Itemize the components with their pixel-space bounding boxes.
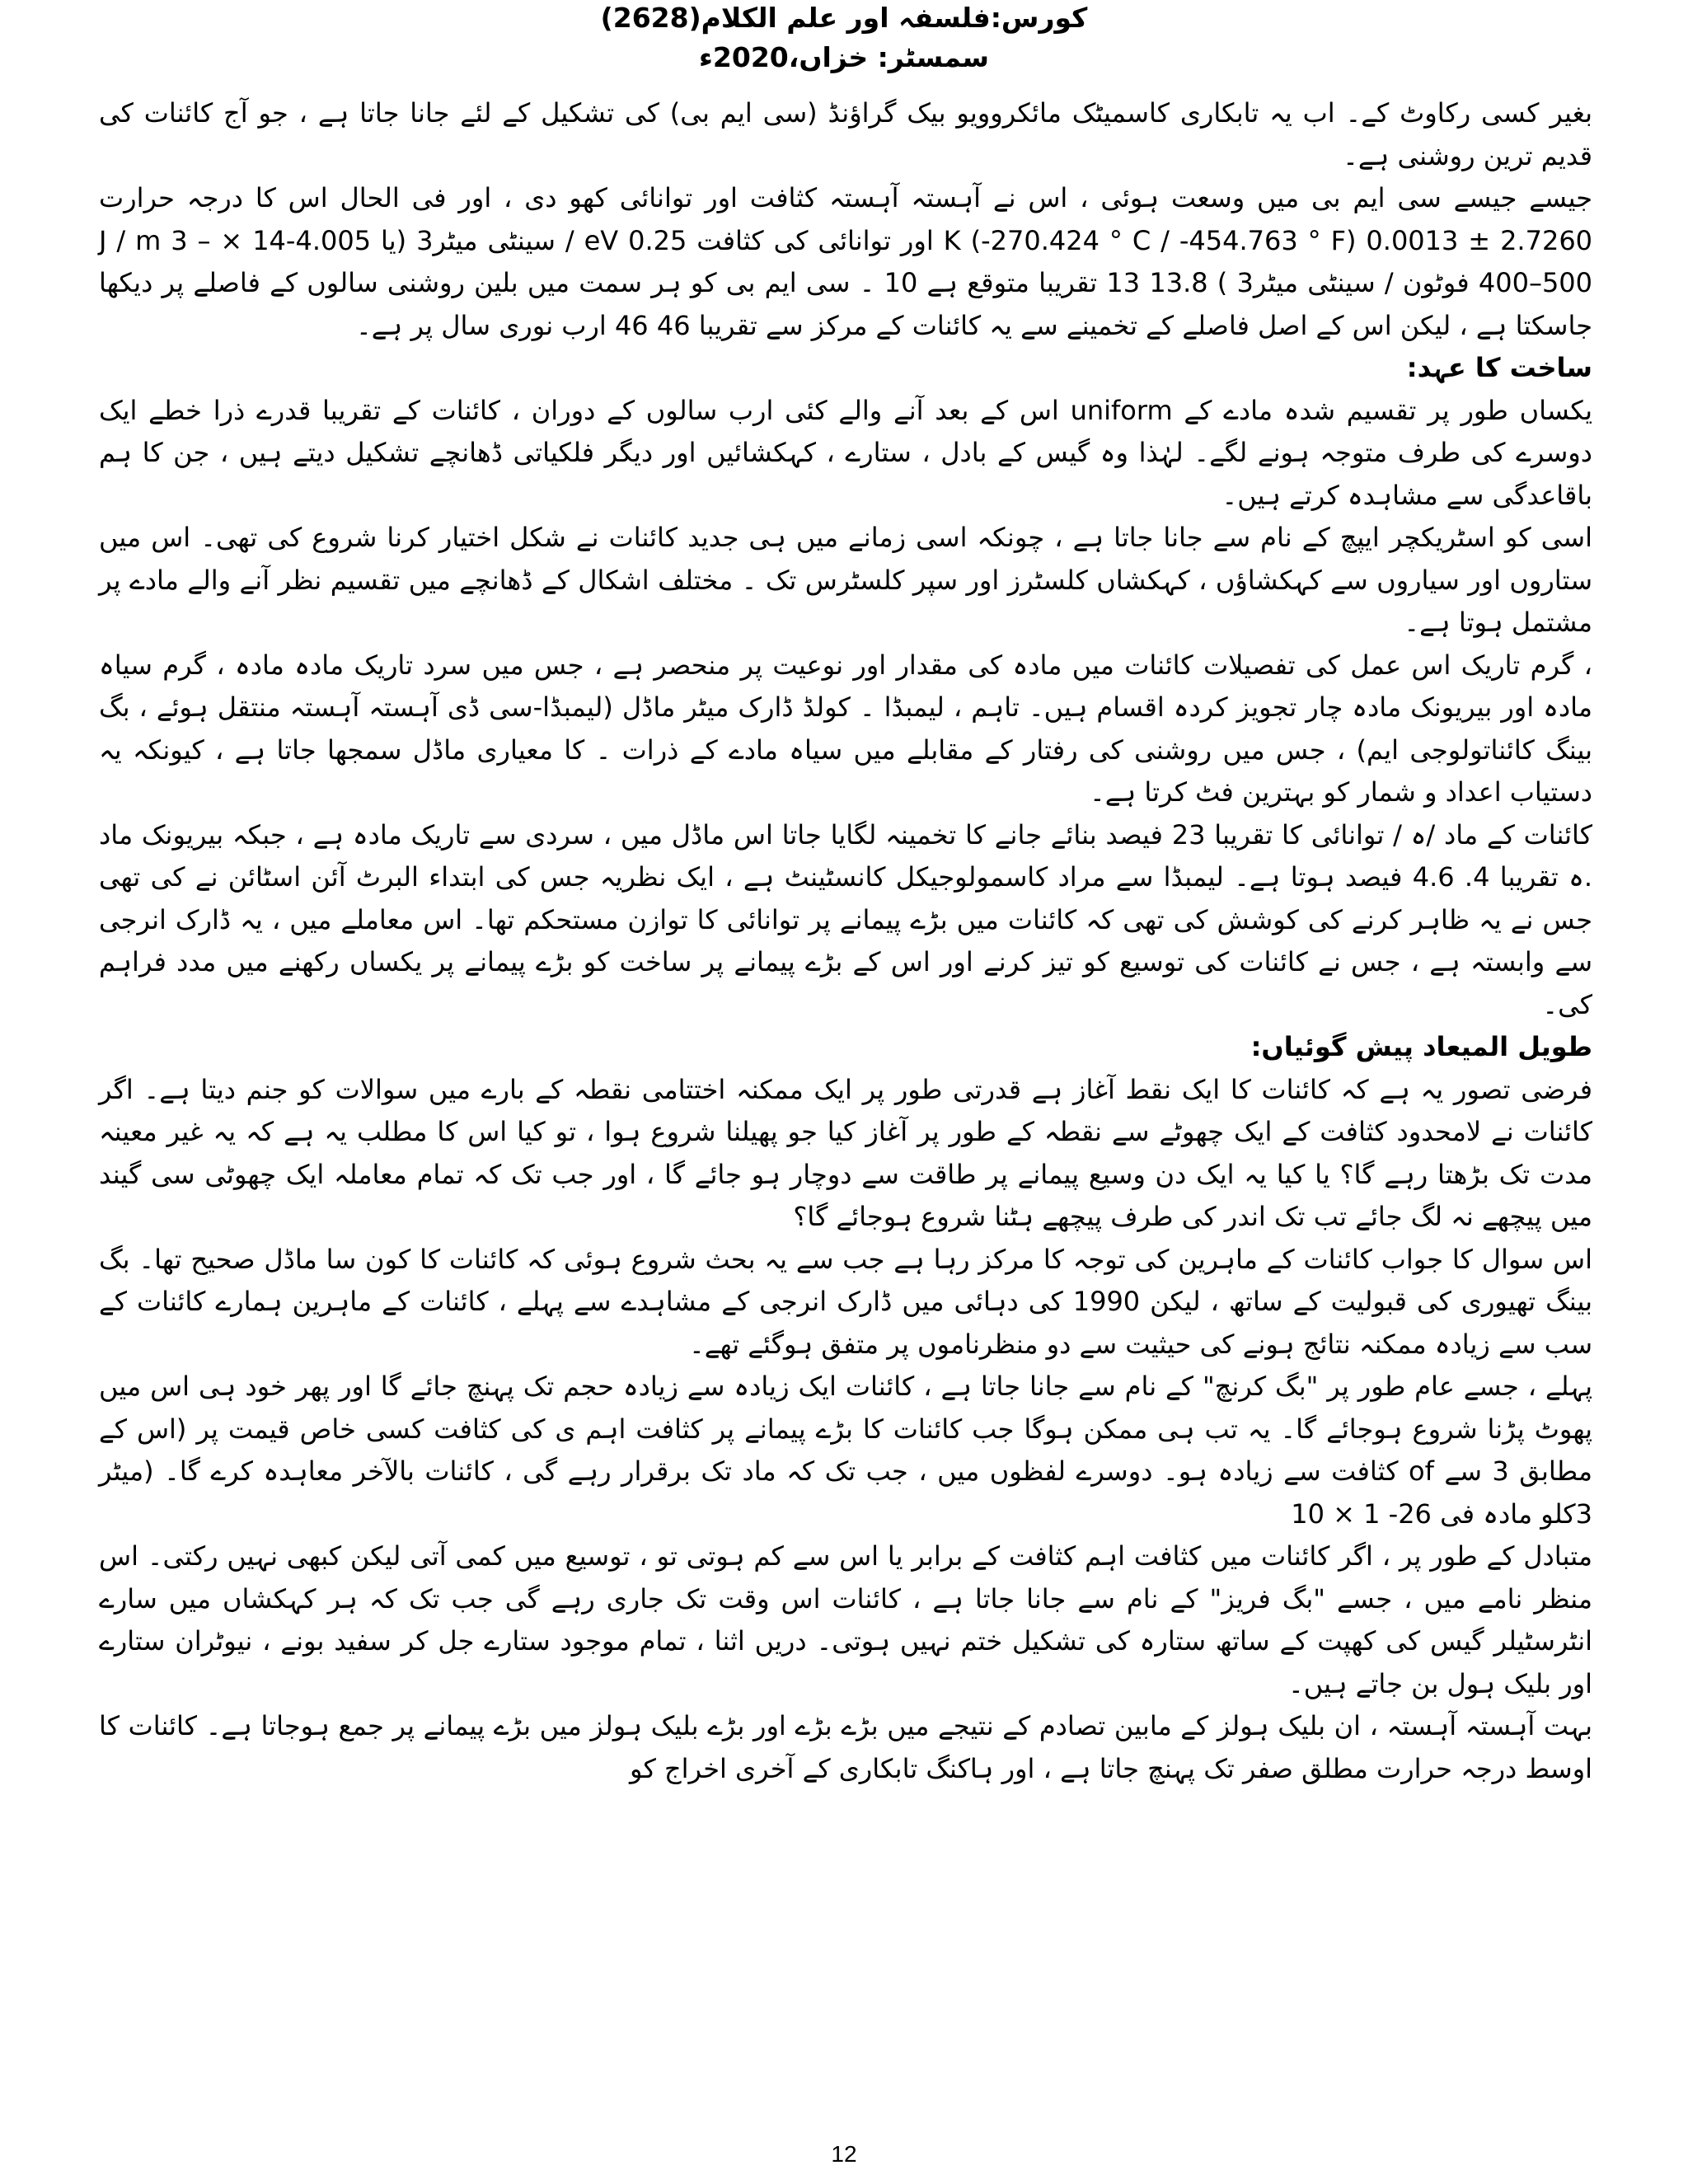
course-title: کورس:فلسفہ اور علم الکلام(2628) <box>600 2 1088 34</box>
section-heading: ساخت کا عہد: <box>1406 352 1592 383</box>
paragraph: بہت آہستہ آہستہ ، ان بلیک ہولز کے مابین تصادم کے نتیجے میں بڑے بڑے اور بڑے بلیک ہولز میں بڑے پیمانے پر جمع ہوجاتا ہے۔ کائنات کا اوسط درجہ حرارت مطلق صفر تک پہنچ جاتا ہے ، اور ہاکنگ تابکاری کے آخری اخراج کو <box>99 1710 1592 1784</box>
paragraph: اس سوال کا جواب کائنات کے ماہرین کی توجہ کا مرکز رہا ہے جب سے یہ بحث شروع ہوئی کہ کائنات کا کون سا ماڈل صحیح تھا۔ بگ بینگ تھیوری کی قبولیت کے ساتھ ، لیکن 1990 کی دہائی میں ڈارک انرجی کے مشاہدے سے پہلے ، کائنات کے ماہرین ہمارے کائنات کے سب سے زیادہ ممکنہ نتائج ہونے کی حیثیت سے دو منظرناموں پر متفق ہوگئے تھے۔ <box>99 1243 1593 1360</box>
document-body <box>99 92 1592 1790</box>
paragraph: ، گرم تاریک اس عمل کی تفصیلات کائنات میں مادہ کی مقدار اور نوعیت پر منحصر ہے ، جس میں سرد تاریک مادہ مادہ ، گرم سیاہ مادہ اور بیریونک مادہ چار تجویز کردہ اقسام ہیں۔ تاہم ، لیمبڈا ۔ کولڈ ڈارک میٹر ماڈل (لیمبڈا-سی ڈی آہستہ آہستہ منتقل ہوئے ، بگ بینگ کائناتولوجی ایم) ، جس میں روشنی کی رفتار کے مقابلے میں سیاہ مادے کے ذرات ۔ کا معیاری ماڈل سمجھا جاتا ہے ، کیونکہ یہ دستیاب اعداد و شمار کو بہترین فٹ کرتا ہے۔ <box>99 649 1593 808</box>
paragraph: جیسے جیسے سی ایم بی میں وسعت ہوئی ، اس نے آہستہ آہستہ کثافت اور توانائی کھو دی ، اور فی الحال اس کا درجہ حرارت 2.7260 ± 0.0013 K (-270.424 ° C / -454.763 ° F) اور توانائی کی کثافت 0.25 eV / سینٹی میٹر3 (یا 4.005-14 × J / m 3 – 400–500 فوٹون / سینٹی میٹر3 ) 13.8 13 تقریبا متوقع ہے 10 ۔ سی ایم بی کو ہر سمت میں بلین روشنی سالوں کے فاصلے پر دیکھا جاسکتا ہے ، لیکن اس کے اصل فاصلے کے تخمینے سے یہ کائنات کے مرکز سے تقریبا 46 46 ارب نوری سال پر ہے۔ <box>99 182 1593 341</box>
section-heading: طویل المیعاد پیش گوئیاں: <box>1250 1031 1592 1062</box>
paragraph: فرضی تصور یہ ہے کہ کائنات کا ایک نقط آغاز ہے قدرتی طور پر ایک ممکنہ اختتامی نقطہ کے بارے میں سوالات کو جنم دیتا ہے۔ اگر کائنات نے لامحدود کثافت کے ایک چھوٹے سے نقطہ کے طور پر آغاز کیا جو پھیلنا شروع ہوا ، تو کیا اس کا مطلب یہ ہے کہ یہ غیر معینہ مدت تک بڑھتا رہے گا؟ یا کیا یہ ایک دن وسیع پیمانے پر طاقت سے دوچار ہو جائے گا ، اور جب تک کہ تمام معاملہ ایک چھوٹی سی گیند میں پیچھے نہ لگ جائے تب تک اندر کی طرف پیچھے ہٹنا شروع ہوجائے گا؟ <box>99 1073 1593 1232</box>
paragraph: متبادل کے طور پر ، اگر کائنات میں کثافت اہم کثافت کے برابر یا اس سے کم ہوتی تو ، توسیع میں کمی آتی لیکن کبھی نہیں رکتی۔ اس منظر نامے میں ، جسے "بگ فریز" کے نام سے جانا جاتا ہے ، کائنات اس وقت تک جاری رہے گی جب تک کہ ہر کہکشاں میں سارے انٹرسٹیلر گیس کی کھپت کے ساتھ ستارہ کی تشکیل ختم نہیں ہوتی۔ دریں اثنا ، تمام موجود ستارے جل کر سفید بونے ، نیوٹران ستارے اور بلیک ہول بن جاتے ہیں۔ <box>99 1540 1593 1699</box>
semester-title: سمسٹر: خزاں،2020ء <box>699 41 989 73</box>
paragraph: بغیر کسی رکاوٹ کے۔ اب یہ تابکاری کاسمیٹک مائکروویو بیک گراؤنڈ (سی ایم بی) کی تشکیل کے لئے جانا جاتا ہے ، جو آج کائنات کی قدیم ترین روشنی ہے۔ <box>99 97 1593 171</box>
paragraph: پہلے ، جسے عام طور پر "بگ کرنچ" کے نام سے جانا جاتا ہے ، کائنات ایک زیادہ سے زیادہ حجم تک پہنچ جائے گا اور پھر خود ہی اس میں پھوٹ پڑنا شروع ہوجائے گا۔ یہ تب ہی ممکن ہوگا جب کائنات کا بڑے پیمانے پر کثافت اہم ی کی کثافت کسی خاص قیمت پر (اس کے مطابق 3 سے of کثافت سے زیادہ ہو۔ دوسرے لفظوں میں ، جب تک کہ ماد تک برقرار رہے گی ، کائنات بالآخر معاہدہ کرے گا۔ (میٹر 3کلو مادہ فی 26- 1 × 10 <box>99 1371 1593 1530</box>
paragraph: اسی کو اسٹریکچر ایپچ کے نام سے جانا جاتا ہے ، چونکہ اسی زمانے میں ہی جدید کائنات نے شکل اختیار کرنا شروع کی تھی۔ اس میں ستاروں اور سیاروں سے کہکشاؤں ، کہکشاں کلسٹرز اور سپر کلسٹرس تک ۔ مختلف اشکال کے ڈھانچے میں تقسیم نظر آنے والے مادے پر مشتمل ہوتا ہے۔ <box>99 522 1592 638</box>
paragraph: یکساں طور پر تقسیم شدہ مادے کے uniform اس کے بعد آنے والے کئی ارب سالوں کے دوران ، کائنات کے تقریبا قدرے ذرا خطے ایک دوسرے کی طرف متوجہ ہونے لگے۔ لہٰذا وہ گیس کے بادل ، ستارے ، کہکشائیں اور دیگر فلکیاتی ڈھانچے تشکیل دیتے ہیں ، جن کا ہم باقاعدگی سے مشاہدہ کرتے ہیں۔ <box>99 394 1593 511</box>
paragraph: کائنات کے ماد /ہ / توانائی کا تقریبا 23 فیصد بنائے جانے کا تخمینہ لگایا جاتا اس ماڈل میں ، سردی سے تاریک مادہ ہے ، جبکہ بیریونک ماد .ہ تقریبا 4. 4.6 فیصد ہوتا ہے۔ لیمبڈا سے مراد کاسمولوجیکل کانسٹینٹ ہے ، ایک نظریہ جس کی ابتداء البرٹ آئن اسٹائن نے کی تھی جس نے یہ ظاہر کرنے کی کوشش کی تھی کہ کائنات میں بڑے پیمانے پر توانائی کا توازن مستحکم تھا۔ اس معاملے میں ، یہ ڈارک انرجی سے وابستہ ہے ، جس نے کائنات کی توسیع کو تیز کرنے اور اس کے بڑے پیمانے پر ساخت کو بڑے پیمانے پر یکساں رکھنے میں مدد فراہم کی۔ <box>99 818 1593 1020</box>
page-number: 12 <box>831 2141 857 2167</box>
